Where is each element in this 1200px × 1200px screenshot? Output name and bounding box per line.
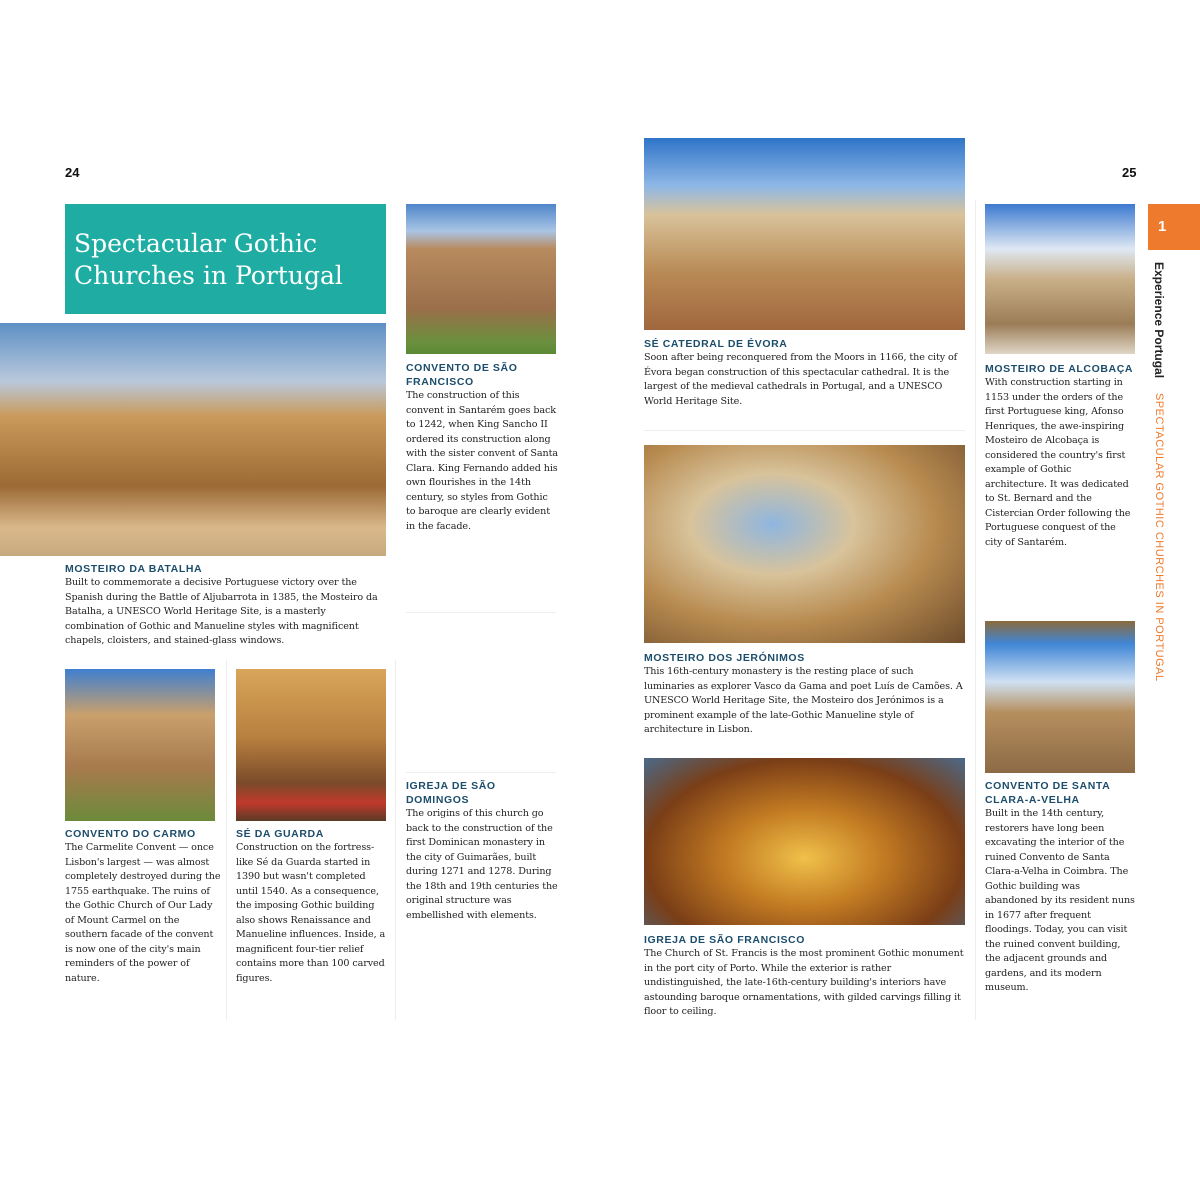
entry-igreja-de-sao-domingos: [406, 779, 558, 923]
photo-igreja-de-sao-francisco: [644, 758, 965, 925]
divider: [226, 660, 227, 1020]
entry-se-da-guarda: [236, 827, 388, 986]
entry-convento-de-sao-francisco: [406, 361, 558, 534]
entry-body: The construction of this convent in Santarém goes back to 1242, when King Sancho II ordered its construction along with the sister convent of Santa Clara. King Fernando added his own flourishes in the 14th century, so styles from Gothic to baroque are clearly evident in the facade.: [406, 390, 558, 532]
photo-mosteiro-dos-jeronimos: [644, 445, 965, 643]
photo-se-catedral-de-evora: [644, 138, 965, 330]
entry-mosteiro-da-batalha: [65, 562, 387, 649]
photo-mosteiro-de-alcobaca: [985, 204, 1135, 354]
entry-body: With construction starting in 1153 under the orders of the first Portuguese king, Afonso Henriques, the awe-inspiring Mosteiro de Alcobaça is considered the country's first example of Gothic architecture. It was dedicated to St. Bernard and the Cistercian Order following the Portuguese conquest of the city of Santarém.: [985, 377, 1131, 548]
photo-se-da-guarda: [236, 669, 386, 821]
entry-body: This 16th-century monastery is the resting place of such luminaries as explorer Vasco da Gama and poet Luís de Camões. A UNESCO World Heritage Site, the Mosteiro dos Jerónimos is a prominent example of the late-Gothic Manueline style of architecture in Lisbon.: [644, 666, 963, 735]
entry-igreja-de-sao-francisco: [644, 933, 966, 1020]
entry-heading: SÉ DA GUARDA: [236, 828, 324, 840]
divider: [975, 200, 976, 1020]
divider: [406, 612, 556, 613]
entry-heading: MOSTEIRO DE ALCOBAÇA: [985, 363, 1134, 375]
photo-convento-de-santa-clara-a-velha: [985, 621, 1135, 773]
entry-body: Built to commemorate a decisive Portuguese victory over the Spanish during the Battle of Aljubarrota in 1385, the Mosteiro da Batalha, a UNESCO World Heritage Site, is a masterly combination of Gothic and Manueline styles with magnificent chapels, cloisters, and stained-glass windows.: [65, 577, 378, 646]
page-number-left: 24: [65, 165, 80, 180]
entry-body: The Church of St. Francis is the most prominent Gothic monument in the port city of Porto. While the exterior is rather undistinguished, the late-16th-century building's interiors have astounding baroque ornamentations, with gilded carvings filling it floor to ceiling.: [644, 948, 964, 1017]
entry-mosteiro-de-alcobaca: [985, 362, 1135, 550]
entry-body: Built in the 14th century, restorers have long been excavating the interior of the ruined Convento de Santa Clara-a-Velha in Coimbra. The Gothic building was abandoned by its resident nuns in 1677 after frequent floodings. Today, you can visit the ruined convent building, the adjacent grounds and gardens, and its modern museum.: [985, 808, 1135, 993]
entry-heading: MOSTEIRO DOS JERÓNIMOS: [644, 652, 805, 664]
entry-body: The Carmelite Convent — once Lisbon's largest — was almost completely destroyed during the 1755 earthquake. The ruins of the Gothic Church of Our Lady of Mount Carmel on the southern facade of the convent is now one of the city's main reminders of the power of nature.: [65, 842, 221, 984]
divider: [395, 660, 396, 1020]
entry-se-catedral-de-evora: [644, 337, 966, 409]
entry-heading: SÉ CATEDRAL DE ÉVORA: [644, 338, 788, 350]
entry-body: The origins of this church go back to the construction of the first Dominican monastery in the city of Guimarães, built during 1271 and 1278. During the 18th and 19th centuries the original structure was embellished with elements.: [406, 808, 558, 921]
section-label: Experience Portugal: [1152, 262, 1166, 379]
page-title: Spectacular Gothic Churches in Portugal: [65, 204, 386, 314]
entry-heading: IGREJA DE SÃO DOMINGOS: [406, 780, 496, 806]
entry-heading: CONVENTO DO CARMO: [65, 828, 196, 840]
entry-convento-de-santa-clara-a-velha: [985, 779, 1135, 996]
entry-body: Soon after being reconquered from the Moors in 1166, the city of Évora began construction of this spectacular cathedral. It is the largest of the medieval cathedrals in Portugal, and a UNESCO World Heritage Site.: [644, 352, 958, 407]
entry-heading: IGREJA DE SÃO FRANCISCO: [644, 934, 806, 946]
entry-heading: CONVENTO DE SÃO FRANCISCO: [406, 362, 518, 388]
entry-heading: CONVENTO DE SANTA CLARA-A-VELHA: [985, 780, 1110, 806]
page-number-right: 25: [1122, 165, 1137, 180]
divider: [644, 430, 965, 431]
running-title: SPECTACULAR GOTHIC CHURCHES IN PORTUGAL: [1153, 393, 1165, 682]
running-head: [1152, 262, 1166, 682]
entry-heading: MOSTEIRO DA BATALHA: [65, 563, 203, 575]
entry-mosteiro-dos-jeronimos: [644, 651, 966, 738]
chapter-tab: 1: [1148, 204, 1200, 250]
entry-body: Construction on the fortress-like Sé da Guarda started in 1390 but wasn't completed until 1540. As a consequence, the imposing Gothic building also shows Renaissance and Manueline influences. Inside, a magnificent four-tier relief contains more than 100 carved figures.: [236, 842, 386, 984]
divider: [406, 772, 556, 773]
entry-convento-do-carmo: [65, 827, 221, 986]
photo-convento-de-sao-francisco: [406, 204, 556, 354]
photo-mosteiro-da-batalha: [0, 323, 386, 556]
photo-convento-do-carmo: [65, 669, 215, 821]
